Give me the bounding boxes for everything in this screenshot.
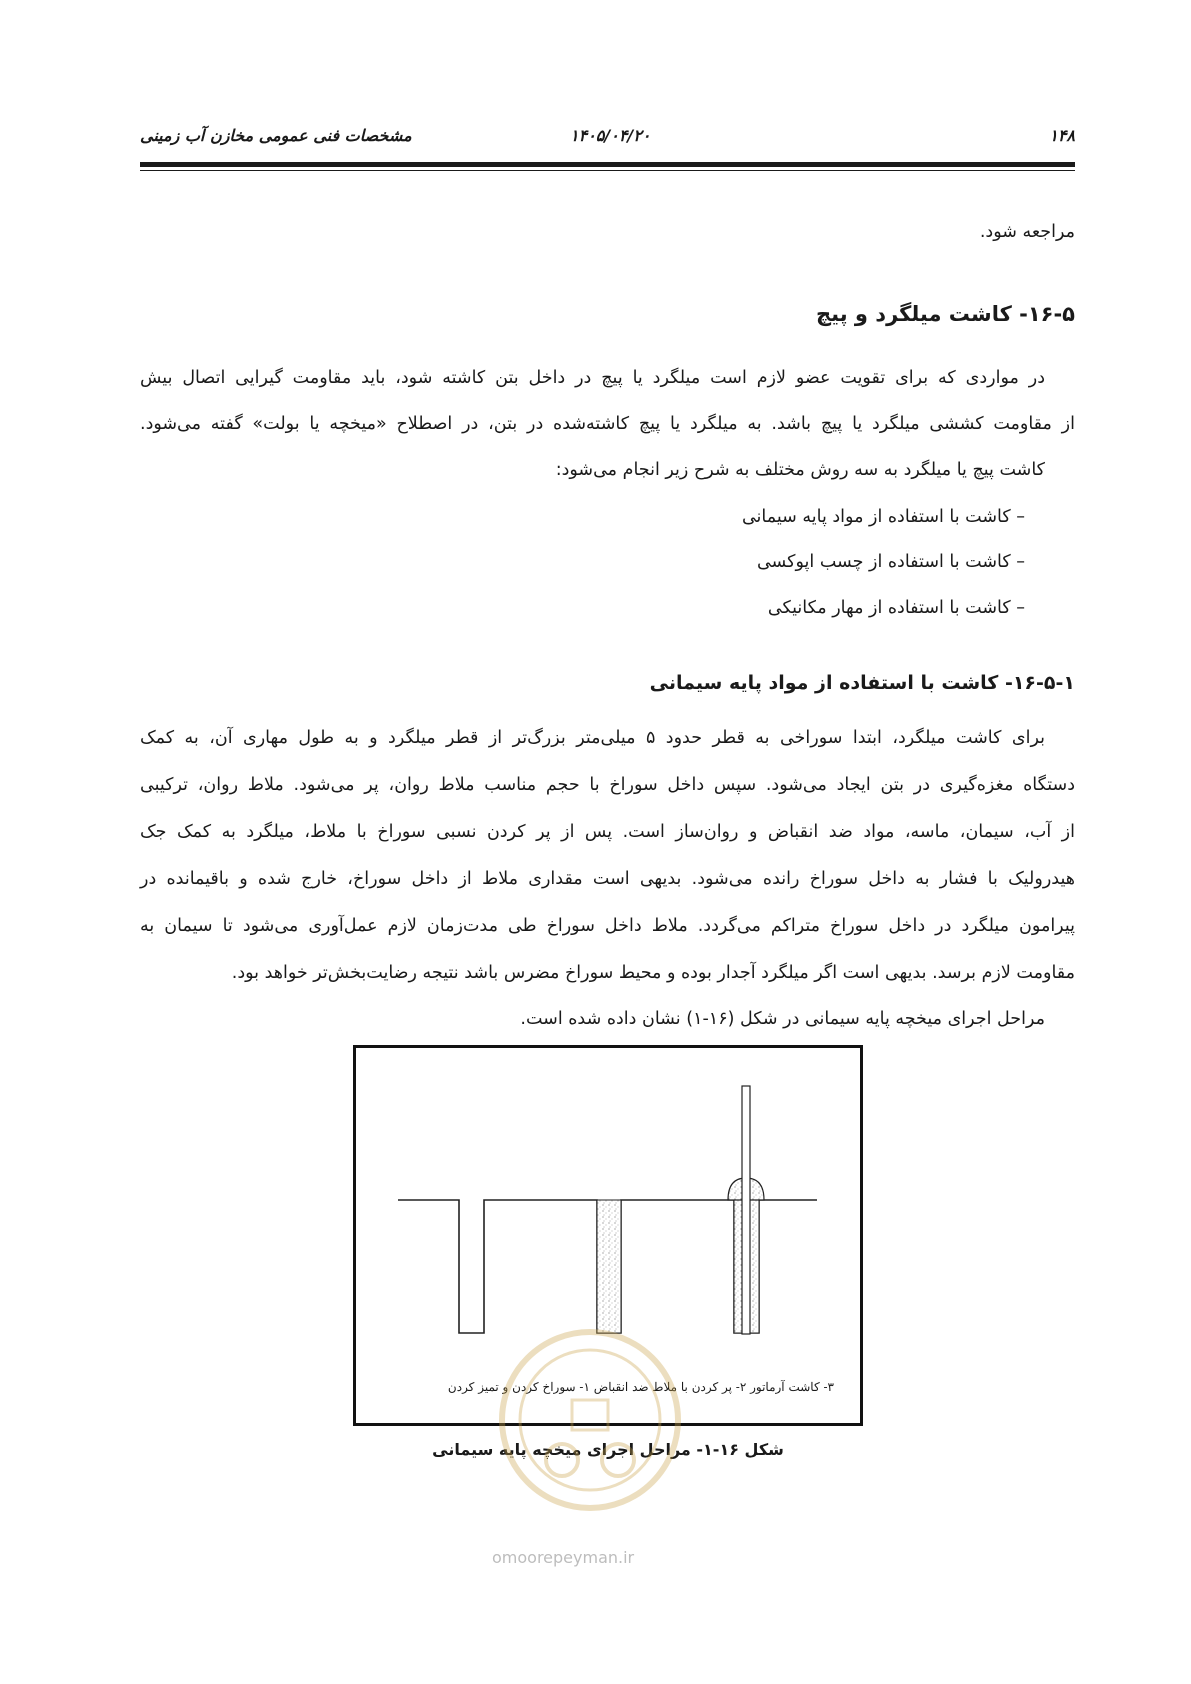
paragraph-1-line-1: در مواردی که برای تقویت عضو لازم است میلگرد یا پیچ در داخل بتن کاشته شود، باید مقاومت گیرایی اتصال بیش	[140, 368, 1045, 388]
rebar	[742, 1086, 750, 1334]
bullet-item: – کاشت با استفاده از چسب اپوکسی	[756, 552, 1025, 572]
watermark-url: omoorepeyman.ir	[492, 1548, 635, 1567]
paragraph-3-line: پیرامون میلگرد در داخل سوراخ متراکم می‌گردد. ملاط داخل سوراخ طی مدت‌زمان لازم عمل‌آوری می‌شود تا سیمان به	[140, 916, 1075, 936]
bullet-item: – کاشت با استفاده از مهار مکانیکی	[767, 598, 1025, 618]
paragraph-1-line-2: از مقاومت کششی میلگرد یا پیچ باشد. به میلگرد یا پیچ کاشته‌شده در بتن، در اصطلاح «میخچه یا بولت» گفته می‌شود.	[140, 414, 1075, 434]
paragraph-4-line-1: مراحل اجرای میخچه پایه سیمانی در شکل (۱۶-۱) نشان داده شده است.	[520, 1009, 1045, 1029]
header-rule-thin	[140, 170, 1075, 171]
paragraph-3-line: هیدرولیک با فشار به داخل سوراخ رانده می‌شود. بدیهی است مقداری ملاط از داخل سوراخ، خارج شده و باقیمانده در	[140, 869, 1075, 889]
watermark-logo	[490, 1310, 690, 1530]
subsection-heading: ۱۶-۵-۱- کاشت با استفاده از مواد پایه سیمانی	[649, 672, 1075, 694]
figure-steps-label: ۳- کاشت آرماتور ۲- پر کردن با ملاط ضد انقباض ۱- سوراخ کردن و تمیز کردن	[447, 1380, 834, 1394]
paragraph-2-line-1: کاشت پیچ یا میلگرد به سه روش مختلف به شرح زیر انجام می‌شود:	[555, 460, 1045, 480]
figure-caption: شکل ۱۶-۱- مراحل اجرای میخچه پایه سیمانی	[432, 1440, 784, 1459]
intro-line: مراجعه شود.	[979, 222, 1075, 242]
paragraph-3-line: دستگاه مغزه‌گیری در بتن ایجاد می‌شود. سپس داخل سوراخ با حجم مناسب ملاط روان، پر می‌شود. ملاط روان، ترکیبی	[140, 775, 1075, 795]
section-heading: ۱۶-۵- کاشت میلگرد و پیچ	[816, 302, 1075, 326]
paragraph-3-line: مقاومت لازم برسد. بدیهی است اگر میلگرد آجدار بوده و محیط سوراخ مضرس باشد نتیجه رضایت‌بخش‌تر خواهد بود.	[231, 963, 1075, 983]
header-title: مشخصات فنی عمومی مخازن آب زمینی	[140, 126, 412, 145]
paragraph-3-line: از آب، سیمان، ماسه، مواد ضد انقباض و روان‌ساز است. پس از پر کردن نسبی سوراخ با ملاط، میلگرد به کمک جک	[140, 822, 1075, 842]
page-header	[140, 126, 1075, 154]
bullet-item: – کاشت با استفاده از مواد پایه سیمانی	[741, 507, 1025, 527]
page-number: ۱۴۸	[1049, 126, 1075, 145]
paragraph-3-line: برای کاشت میلگرد، ابتدا سوراخی به قطر حدود ۵ میلی‌متر بزرگ‌تر از قطر میلگرد و به طول مهاری آن، به کمک	[140, 728, 1045, 748]
header-rule-thick	[140, 162, 1075, 167]
header-date: ۱۴۰۵/۰۴/۲۰	[570, 126, 651, 145]
